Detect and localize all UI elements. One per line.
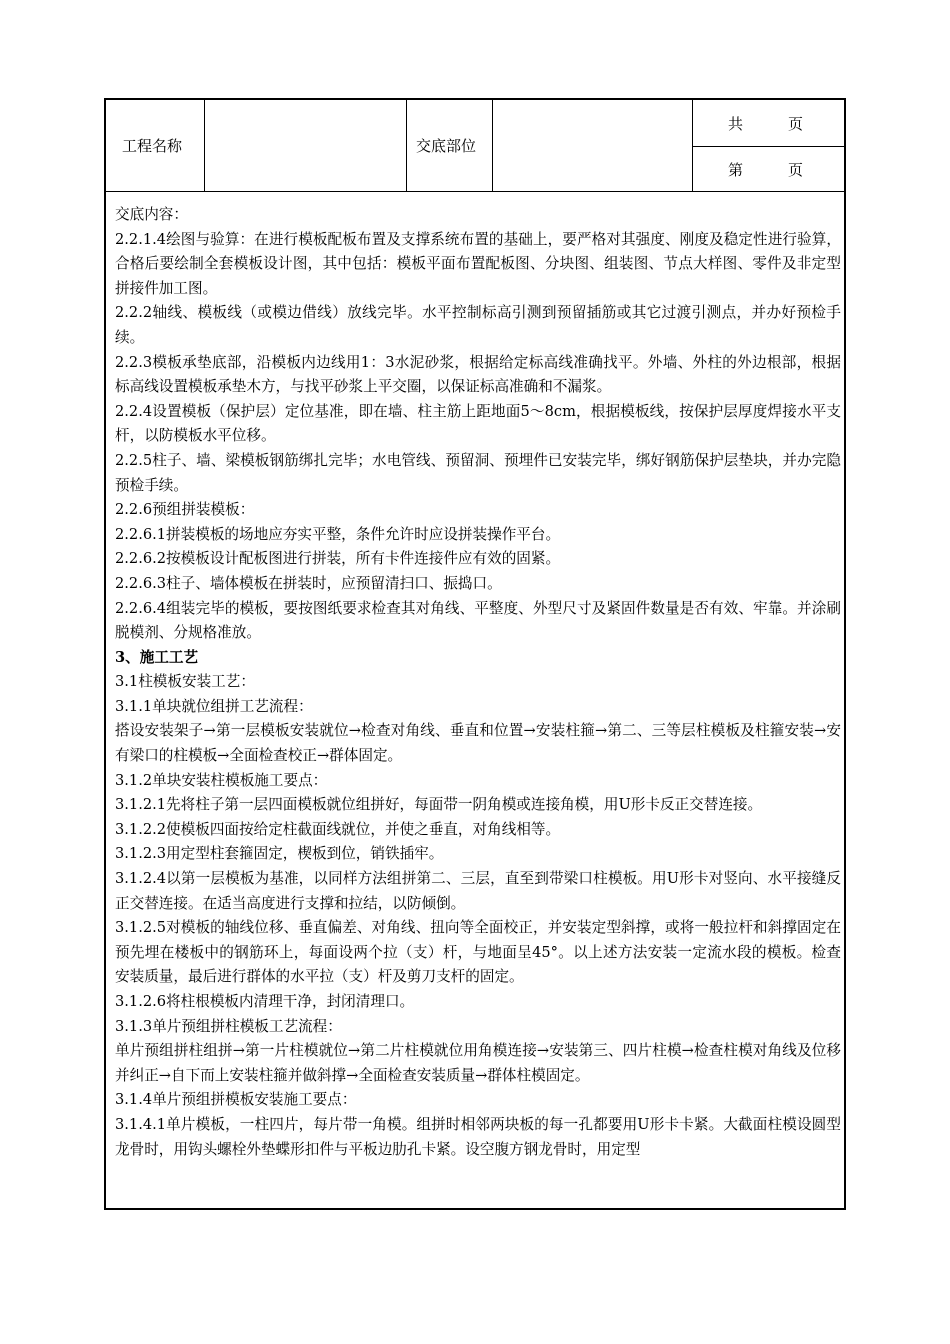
total-pages-label: 共 页 bbox=[728, 115, 804, 133]
content-paragraph: 3.1.2.3用定型柱套箍固定，楔板到位，销铁插牢。 bbox=[115, 845, 444, 863]
content-paragraph: 单片预组拼柱组拼→第一片柱模就位→第二片柱模就位用角模连接→安装第三、四片柱模→检查柱模对角线及位移并纠正→自下而上安装柱箍并做斜撑→全面检查安装质量→群体柱模固定。 bbox=[115, 1042, 841, 1084]
content-paragraph: 3.1.1单块就位组拼工艺流程： bbox=[115, 697, 313, 715]
content-paragraph: 2.2.6.2按模板设计配板图进行拼装，所有卡件连接件应有效的固紧。 bbox=[115, 550, 561, 568]
content-paragraph: 搭设安装架子→第一层模板安装就位→检查对角线、垂直和位置→安装柱箍→第二、三等层柱模板及柱箍安装→安有梁口的柱模板→全面检查校正→群体固定。 bbox=[115, 722, 841, 765]
project-name-label: 工程名称 bbox=[122, 137, 183, 155]
section-heading: 3、施工工艺 bbox=[115, 648, 199, 666]
content-paragraph: 3.1.4.1单片模板，一柱四片，每片带一角模。组拼时相邻两块板的每一孔都要用U形卡卡紧。大截面柱模设圆型龙骨时，用钩头螺栓外垫蝶形扣件与平板边肋孔卡紧。设空腹方钢龙骨时，用定型 bbox=[115, 1115, 841, 1158]
header-divider bbox=[406, 100, 407, 191]
content-paragraph: 3.1柱模板安装工艺： bbox=[115, 673, 255, 691]
content-paragraph: 3.1.2.5对模板的轴线位移、垂直偏差、对角线、扭向等全面校正，并安装定型斜撑，或将一般拉杆和斜撑固定在预先埋在楼板中的钢筋环上，每面设两个拉（支）杆，与地面呈45°。以上述方法安装一定流水段的模板。检查安装质量，最后进行群体的水平拉（支）杆及剪刀支杆的固定。 bbox=[115, 919, 841, 986]
content-paragraph: 2.2.6.1拼装模板的场地应夯实平整，条件允许时应设拼装操作平台。 bbox=[115, 525, 561, 543]
content-paragraph: 3.1.2单块安装柱模板施工要点： bbox=[115, 771, 328, 789]
content-paragraph: 3.1.2.2使模板四面按给定柱截面线就位，并使之垂直，对角线相等。 bbox=[115, 820, 561, 838]
content-paragraph: 3.1.2.6将柱根模板内清理干净，封闭清理口。 bbox=[115, 993, 415, 1010]
content-paragraph: 3.1.2.4以第一层模板为基准，以同样方法组拼第二、三层，直至到带梁口柱模板。用U形卡对竖向、水平接缝反正交替连接。在适当高度进行支撑和拉结，以防倾倒。 bbox=[115, 870, 841, 912]
disclosure-content bbox=[115, 203, 841, 1162]
content-paragraph: 2.2.6.3柱子、墙体模板在拼装时，应预留清扫口、振捣口。 bbox=[115, 574, 502, 592]
header-divider bbox=[492, 100, 493, 191]
disclosure-part-label: 交底部位 bbox=[416, 137, 477, 155]
page-number-label: 第 页 bbox=[728, 161, 804, 179]
content-paragraph: 3.1.3单片预组拼柱模板工艺流程： bbox=[115, 1017, 342, 1035]
content-paragraph: 2.2.5柱子、墙、梁模板钢筋绑扎完毕；水电管线、预留洞、预埋件已安装完毕，绑好钢筋保护层垫块，并办完隐预检手续。 bbox=[115, 451, 841, 494]
content-paragraph: 2.2.6预组拼装模板： bbox=[115, 501, 255, 519]
content-paragraph: 2.2.1.4绘图与验算：在进行模板配板布置及支撑系统布置的基础上，要严格对其强度、刚度及稳定性进行验算，合格后要绘制全套模板设计图，其中包括：模板平面布置配板图、分块图、组装图、节点大样图、零件及非定型拼接件加工图。 bbox=[115, 230, 841, 297]
content-paragraph: 2.2.4设置模板（保护层）定位基准，即在墙、柱主筋上距地面5～8cm，根据模板线，按保护层厚度焊接水平支杆，以防模板水平位移。 bbox=[115, 402, 841, 445]
content-paragraph: 2.2.2轴线、模板线（或模边借线）放线完毕。水平控制标高引测到预留插筋或其它过渡引测点，并办好预检手续。 bbox=[115, 304, 841, 346]
disclosure-form bbox=[104, 98, 846, 1210]
content-heading: 交底内容： bbox=[115, 206, 188, 223]
content-paragraph: 2.2.3模板承垫底部，沿模板内边线用1：3水泥砂浆，根据给定标高线准确找平。外墙、外柱的外边根部，根据标高线设置模板承垫木方，与找平砂浆上平交圈，以保证标高准确和不漏浆。 bbox=[115, 353, 841, 396]
header-bottom-line bbox=[106, 191, 846, 192]
header-divider bbox=[692, 146, 846, 147]
content-paragraph: 3.1.2.1先将柱子第一层四面模板就位组拼好，每面带一阴角模或连接角模，用U形卡反正交替连接。 bbox=[115, 796, 763, 814]
header-divider bbox=[204, 100, 205, 191]
content-paragraph: 2.2.6.4组装完毕的模板，要按图纸要求检查其对角线、平整度、外型尺寸及紧固件数量是否有效、牢靠。并涂刷脱模剂、分规格准放。 bbox=[115, 599, 841, 642]
content-paragraph: 3.1.4单片预组拼模板安装施工要点： bbox=[115, 1091, 357, 1109]
